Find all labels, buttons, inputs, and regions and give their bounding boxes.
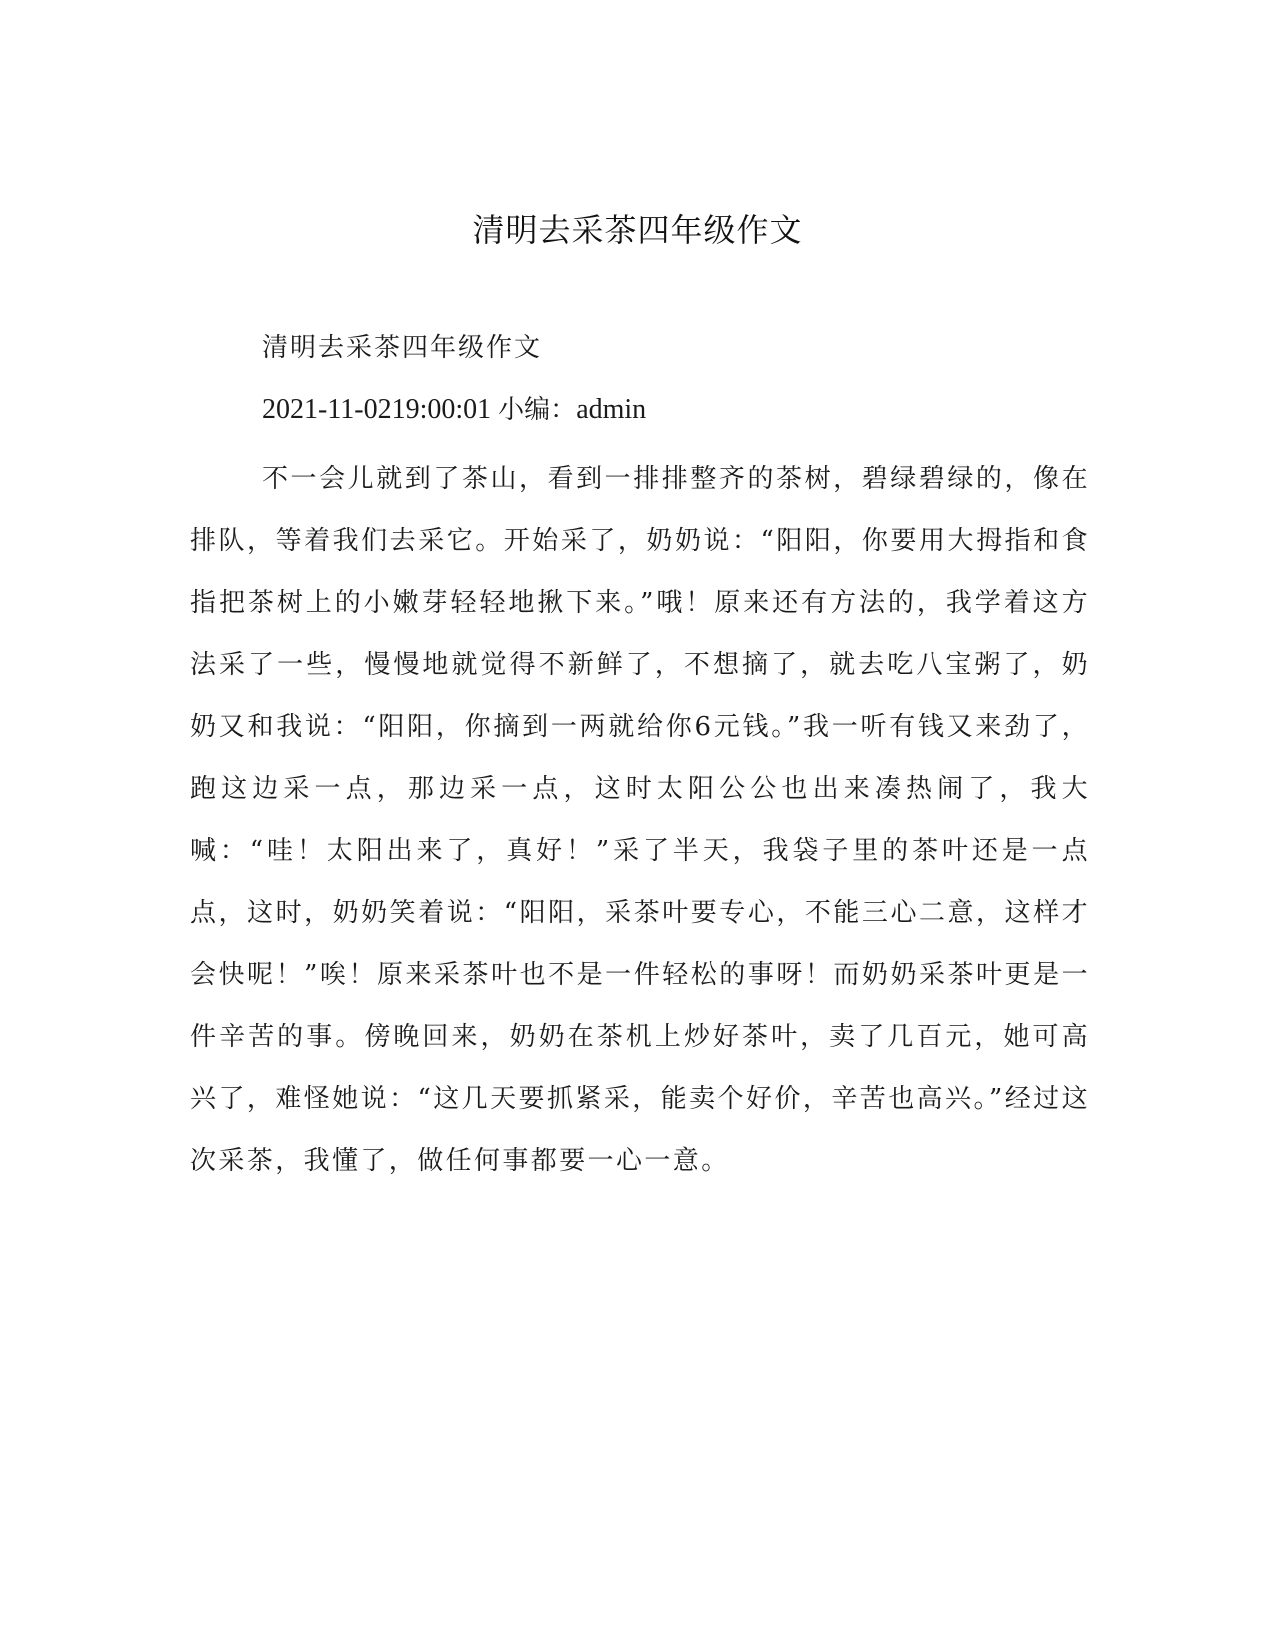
editor-label: 小编：	[498, 395, 577, 425]
document-content	[190, 326, 1090, 1192]
article-subtitle: 清明去采茶四年级作文	[262, 333, 543, 363]
article-datetime: 2021-11-0219:00:01	[262, 394, 492, 425]
editor-name: admin	[576, 394, 647, 425]
document-title: 清明去采茶四年级作文	[472, 211, 803, 249]
article-meta	[190, 388, 1090, 432]
article-body: 不一会儿就到了茶山，看到一排排整齐的茶树，碧绿碧绿的，像在排队，等着我们去采它。开始采了，奶奶说：“阳阳，你要用大拇指和食指把茶树上的小嫩芽轻轻地揪下来。”哦！原来还有方法的，我学着这方法采了一些，慢慢地就觉得不新鲜了，不想摘了，就去吃八宝粥了，奶奶又和我说：“阳阳，你摘到一两就给你6元钱。”我一听有钱又来劲了，跑这边采一点，那边采一点，这时太阳公公也出来凑热闹了，我大喊：“哇！太阳出来了，真好！”采了半天，我袋子里的茶叶还是一点点，这时，奶奶笑着说：“阳阳，采茶叶要专心，不能三心二意，这样才会快呢！”唉！原来采茶叶也不是一件轻松的事呀！而奶奶采茶叶更是一件辛苦的事。傍晚回来，奶奶在茶机上炒好茶叶，卖了几百元，她可高兴了，难怪她说：“这几天要抓紧采，能卖个好价，辛苦也高兴。”经过这次采茶，我懂了，做任何事都要一心一意。	[190, 464, 1090, 1176]
